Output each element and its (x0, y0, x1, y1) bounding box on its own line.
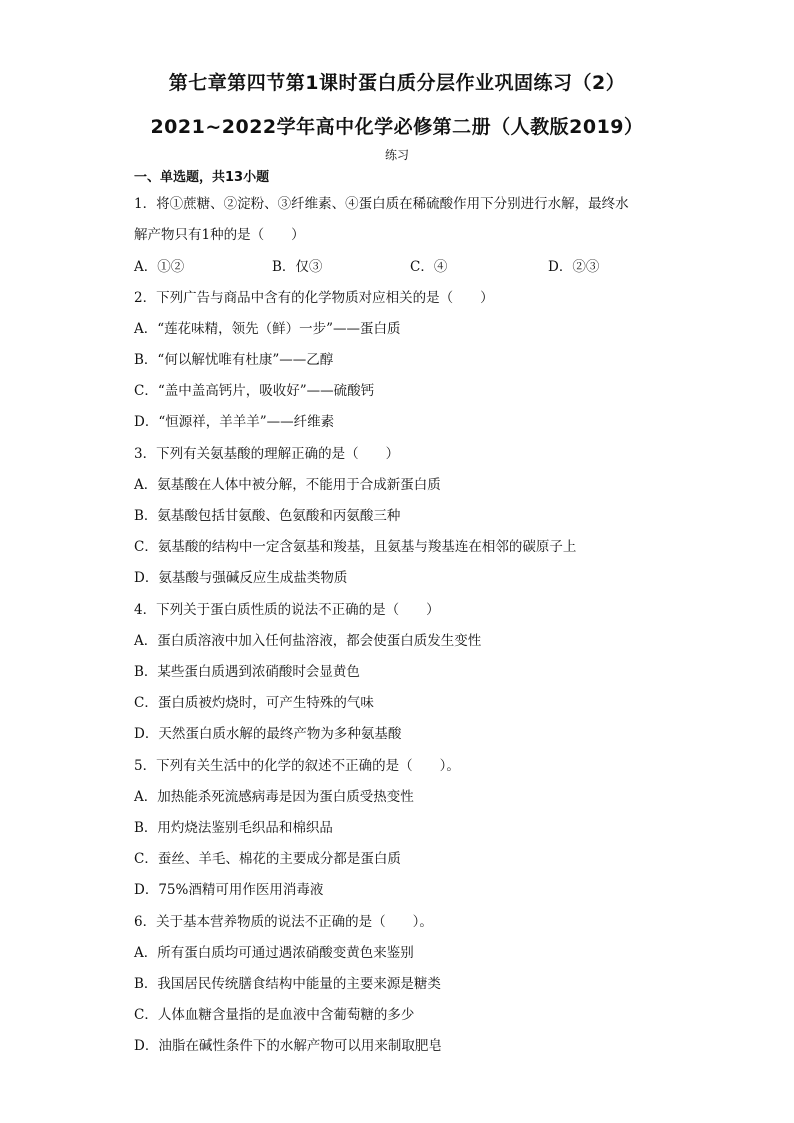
question-2-option-b: B．“何以解忧唯有杜康”——乙醇 (134, 352, 334, 368)
question-4-stem: 4．下列关于蛋白质性质的说法不正确的是（ ） (134, 602, 440, 618)
question-6-option-d: D．油脂在碱性条件下的水解产物可以用来制取肥皂 (134, 1038, 442, 1054)
question-5-option-a: A．加热能杀死流感病毒是因为蛋白质受热变性 (134, 789, 414, 805)
question-2-stem: 2．下列广告与商品中含有的化学物质对应相关的是（ ） (134, 290, 494, 306)
question-6-option-a: A．所有蛋白质均可通过遇浓硝酸变黄色来鉴别 (134, 945, 414, 961)
question-2-option-a: A．“莲花味精，领先（鲜）一步”——蛋白质 (134, 321, 401, 337)
question-2-option-c: C．“盖中盖高钙片，吸收好”——硫酸钙 (134, 383, 375, 399)
question-4-option-c: C．蛋白质被灼烧时，可产生特殊的气味 (134, 695, 374, 711)
question-6-stem: 6．关于基本营养物质的说法不正确的是（ ）。 (134, 914, 433, 930)
question-3-option-d: D．氨基酸与强碱反应生成盐类物质 (134, 570, 348, 586)
question-5-stem: 5．下列有关生活中的化学的叙述不正确的是（ ）。 (134, 758, 460, 774)
question-6-option-c: C．人体血糖含量指的是血液中含葡萄糖的多少 (134, 1007, 415, 1023)
worksheet-subtitle: 练习 (384, 148, 409, 162)
question-1-option-d: D．②③ (548, 259, 600, 275)
question-3-stem: 3．下列有关氨基酸的理解正确的是（ ） (134, 446, 400, 462)
question-3-option-c: C．氨基酸的结构中一定含氨基和羧基，且氨基与羧基连在相邻的碳原子上 (134, 539, 577, 555)
worksheet-title-line2: 2021~2022学年高中化学必修第二册（人教版2019） (150, 116, 644, 138)
question-5-option-d: D．75%酒精可用作医用消毒液 (134, 882, 324, 898)
question-5-option-b: B．用灼烧法鉴别毛织品和棉织品 (134, 820, 333, 836)
question-4-option-d: D．天然蛋白质水解的最终产物为多种氨基酸 (134, 726, 402, 742)
question-1-stem-line1: 1．将①蔗糖、②淀粉、③纤维素、④蛋白质在稀硫酸作用下分别进行水解，最终水 (134, 196, 629, 212)
worksheet-title-line1: 第七章第四节第1课时蛋白质分层作业巩固练习（2） (168, 72, 626, 94)
question-3-option-b: B．氨基酸包括甘氨酸、色氨酸和丙氨酸三种 (134, 508, 401, 524)
question-2-option-d: D．“恒源祥，羊羊羊”——纤维素 (134, 414, 335, 430)
question-1-option-c: C．④ (410, 259, 448, 275)
section-heading: 一、单选题，共13小题 (134, 170, 270, 185)
question-1-option-b: B．仅③ (272, 259, 323, 275)
question-5-option-c: C．蚕丝、羊毛、棉花的主要成分都是蛋白质 (134, 851, 401, 867)
question-1-stem-line2: 解产物只有1种的是（ ） (134, 227, 305, 243)
question-1-option-a: A．①② (134, 259, 185, 275)
question-4-option-a: A．蛋白质溶液中加入任何盐溶液，都会使蛋白质发生变性 (134, 633, 482, 649)
question-4-option-b: B．某些蛋白质遇到浓硝酸时会显黄色 (134, 664, 360, 680)
question-3-option-a: A．氨基酸在人体中被分解，不能用于合成新蛋白质 (134, 477, 441, 493)
question-6-option-b: B．我国居民传统膳食结构中能量的主要来源是糖类 (134, 976, 441, 992)
